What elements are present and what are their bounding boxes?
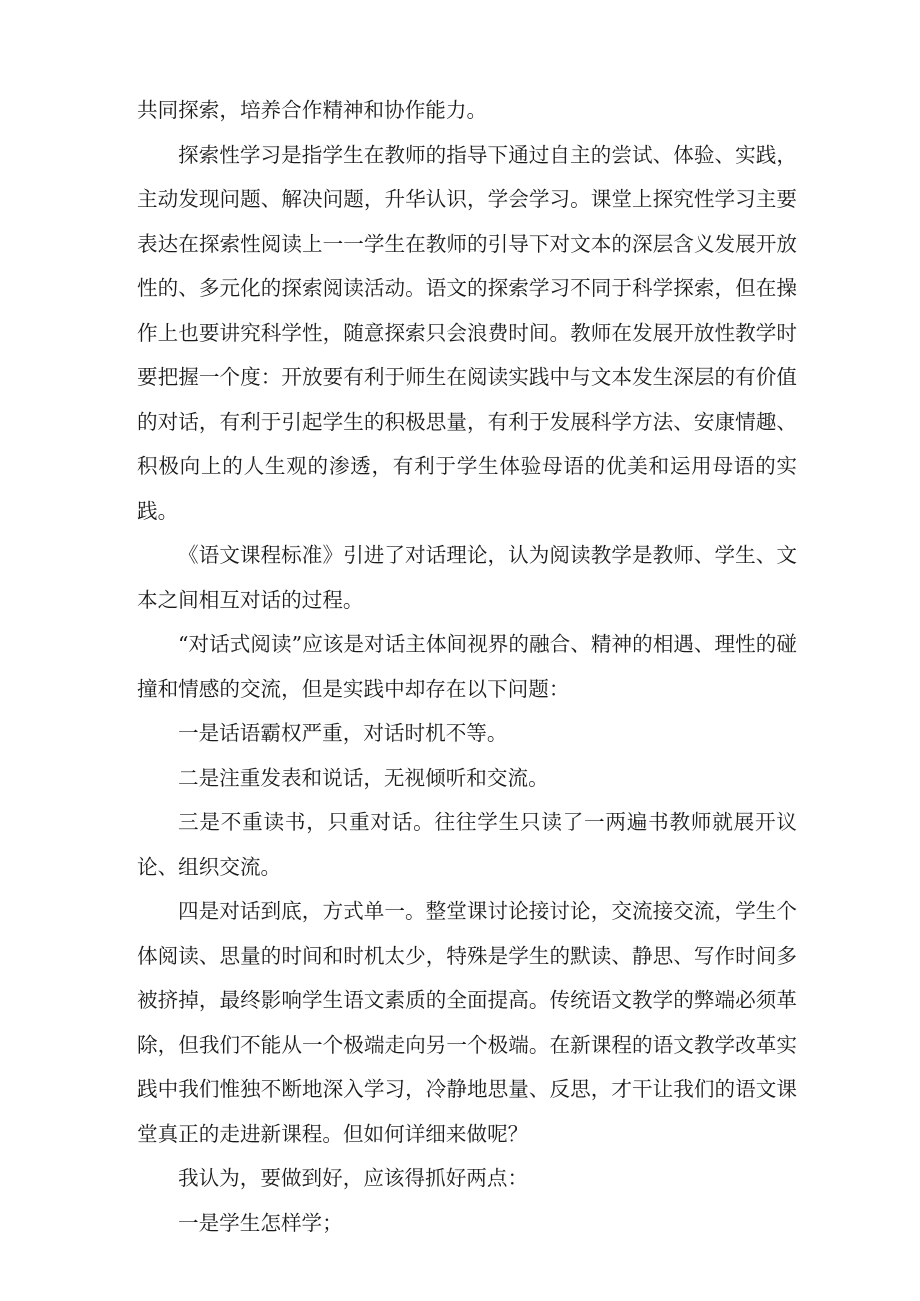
problem-item-3: 三是不重读书，只重对话。往往学生只读了一两遍书教师就展开议论、组织交流。 [137, 810, 797, 879]
paragraph-continuation: 共同探索，培养合作精神和协作能力。 [137, 98, 488, 122]
problem-item-4: 四是对话到底，方式单一。整堂课讨论接讨论，交流接交流，学生个体阅读、思量的时间和时机太少，特殊是学生的默读、静思、写作时间多被挤掉，最终影响学生语文素质的全面提高。传统语文教学的弊端必须革除，但我们不能从一个极端走向另一个极端。在新课程的语文教学改革实践中我们惟独不断地深入学习，冷静地思量、反思，才干让我们的语文课堂真正的走进新课程。但如何详细来做呢？ [137, 899, 797, 1146]
paragraph-two-points: 我认为，要做到好，应该得抓好两点： [178, 1166, 529, 1190]
problem-item-1: 一是话语霸权严重，对话时机不等。 [178, 721, 508, 745]
body-text [137, 88, 797, 1245]
point-item-1: 一是学生怎样学； [178, 1210, 343, 1235]
paragraph-curriculum-standard: 《语文课程标准》引进了对话理论，认为阅读教学是教师、学生、文本之间相互对话的过程。 [137, 543, 797, 612]
problem-item-2: 二是注重发表和说话，无视倾听和交流。 [178, 765, 549, 790]
paragraph-exploratory-learning: 探索性学习是指学生在教师的指导下通过自主的尝试、体验、实践，主动发现问题、解决问题，升华认识，学会学习。课堂上探究性学习主要表达在探索性阅读上一一学生在教师的引导下对文本的深层含义发展开放性的、多元化的探索阅读活动。语文的探索学习不同于科学探索，但在操作上也要讲究科学性，随意探索只会浪费时间。教师在发展开放性教学时要把握一个度：开放要有利于师生在阅读实践中与文本发生深层的有价值的对话，有利于引起学生的积极思量，有利于发展科学方法、安康情趣、积极向上的人生观的渗透，有利于学生体验母语的优美和运用母语的实践。 [137, 142, 797, 523]
paragraph-dialogue-reading: “对话式阅读”应该是对话主体间视界的融合、精神的相遇、理性的碰撞和情感的交流，但是实践中却存在以下问题： [137, 632, 797, 701]
